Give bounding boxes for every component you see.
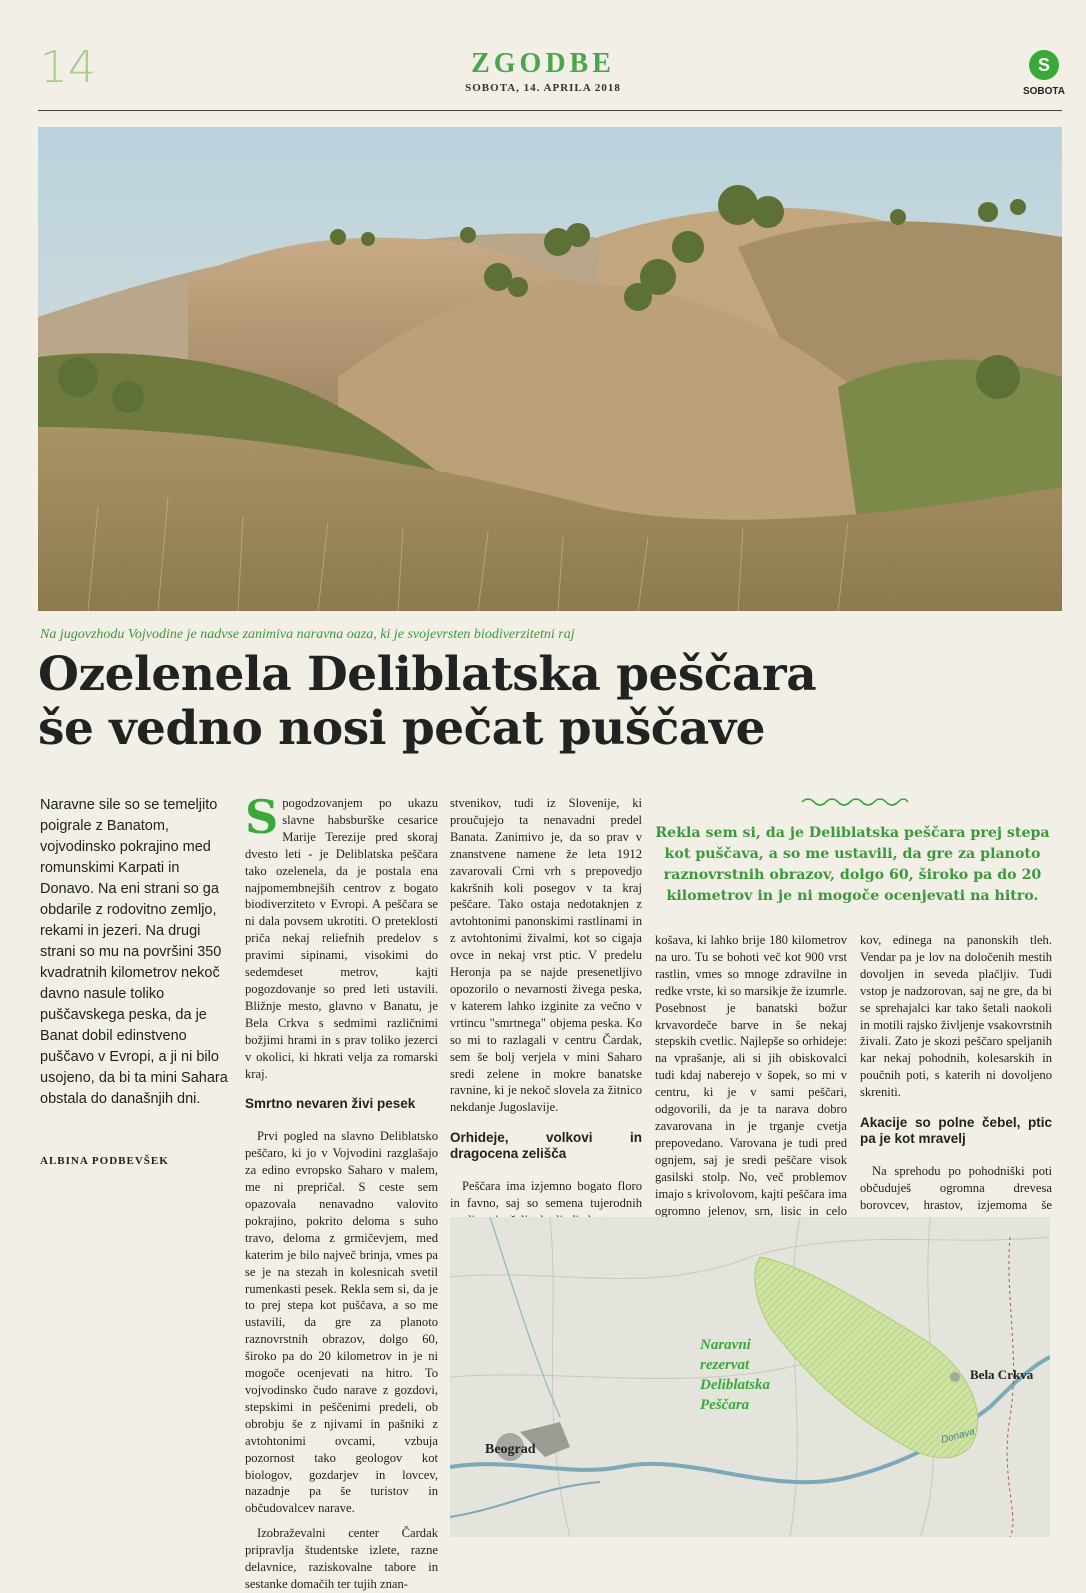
lead-paragraph: Naravne sile so se temeljito poigrale z Banatom, vojvodinsko pokrajino med romunskimi Karpati in Donavo. Na eni strani so ga obdarile z rodovitno zemljo, rekami in jezeri. Na drugi strani so mu na površini 350 kvadratnih kilometrov nekoč davno nasule toliko puščavskega peska, da je Banat dobil edinstveno puščavo v Evropi, a ji ni bilo usojeno, da bi ta mini Sahara obstala do današnjih dni. (40, 797, 228, 1107)
header-rule (38, 110, 1062, 111)
issue-date: SOBOTA, 14. APRILA 2018 (465, 82, 621, 94)
article-column-1 (245, 790, 438, 1593)
sobota-logo-icon: S (1029, 50, 1059, 80)
paragraph: Na sprehodu po pohodniški poti občuduješ ogromna drevesa borovcev, hrastov, izjemoma še (860, 1164, 1052, 1212)
paragraph: kov, edinega na panonskih tleh. Vendar pa je lov na določenih mestih dovoljen in seveda plačljiv. Tudi vstop je nadzorovan, saj ne gre, da bi se sprehajalci kar tako šetali naokoli in motili rajsko življenje vsakovrstnih živali. Zato je skozi peščaro speljanih kar nekaj pohodnih, kolesarskih in poučnih poti, s katerih ni dovoljeno skreniti. (860, 933, 1052, 1100)
author-byline: ALBINA PODBEVŠEK (40, 1155, 169, 1167)
river-label: Donava (939, 1426, 977, 1446)
reserve-label-line-2: rezervat (700, 1357, 750, 1373)
paragraph: stvenikov, tudi iz Slovenije, ki proučujejo ta nenavadni predel Banata. Zanimivo je, da so prav v znanstvene namene že leta 1912 zavarovali Crni vrh s prepovedjo kakršnih koli posegov v ta kraj peščare. Tako ostaja nedotaknjen z avtohtonimi panonskimi rastlinami in z avtohtonimi živalmi, kot so cigaja ovce in nekaj vrst ptic. V predelu Heronja pa se najde presenetljivo opozorilo o nevarnosti živega peska, v katerem lahko izginite za večno v vrtincu "smrtnega" objema peska. Ko so mi to razlagali v centru Čardak, sem še bolj verjela v mini Saharo sredi zelene in mokre banatske ravnine, ki je nekoč slovela za žitnico nekdanje Jugoslavije. (450, 796, 642, 1115)
paragraph: Prvi pogled na slavno Deliblatsko peščaro, ki jo v Vojvodini razglašajo za edino evropsko Saharo v malem, me ni prepričal. S ceste sem opazovala nenavadno valovito pokrajino, pokrito deloma s suho travo, deloma z grmičevjem, med katerim je bilo največ brinja, vmes pa se je na stezah in kolesnicah svetil rumenkasti pesek. Rekla sem si, da je to prej stepa kot puščava, a so me ustavili, da gre za planoto raznovrstnih obrazov, dolgo 60, široko pa do 20 kilometrov in je ni mogoče ocenjevati na hitro. To vojvodinsko čudo narave z gozdovi, stepskimi in peščenimi predeli, ob obrobju še z njivami in pašniki z avtohtonimi ovcami, vzbuja pozornost tako geologov kot biologov, gozdarjev in lovcev, nazadnje pa še turistov in občudovalcev narave. (245, 1129, 438, 1516)
reserve-label-line-3: Deliblatska (700, 1377, 770, 1393)
wave-ornament-icon (800, 796, 910, 808)
sobota-logo-label: SOBOTA (1022, 86, 1066, 97)
pull-quote: Rekla sem si, da je Deliblatska peščara prej stepa kot puščava, a so me ustavili, da gre za planoto raznovrstnih obrazov, dolgo 60, široko pa do 20 kilometrov in je ni mogoče ocenjevati na hitro. (655, 825, 1050, 904)
article-column-3 (655, 932, 847, 1236)
paragraph: košava, ki lahko brije 180 kilometrov na uro. Tu se bohoti več kot 900 vrst rastlin, vmes so mnoge zdravilne in redke vrste, ki so marsikje že izumrle. Posebnost je banatski božur krvavordeče barve in še nekaj stepskih cvetlic. Najlepše so orhideje: na vprašanje, ali si jih obiskovalci tudi kdaj naberejo v šopek, so mi v centru, ki je v sami peščari, odgovorili, da je ta narava dobro zavarovana in je trganje cvetja prepovedano. Varovana je tudi pred ognjem, saj je sredi peščare visok gasilski stolp. No, več problemov imajo s krivolovom, kajti peščara ima ogromno jelenov, srn, lisic in celo (655, 933, 847, 1218)
subheading: Orhideje, volkovi in dragocena zelišča (450, 1130, 642, 1162)
city-label-bela-crkva: Bela Crkva (970, 1367, 1034, 1382)
headline-line-2: še vedno nosi pečat puščave (38, 701, 766, 756)
reserve-label-line-1: Naravni (700, 1337, 751, 1353)
headline-line-1: Ozelenela Deliblatska peščara (38, 647, 817, 702)
subheading: Akacije so polne čebel, ptic pa je kot mravelj (860, 1115, 1052, 1147)
paragraph: Peščara ima izjemno bogato floro in favno, saj so semena tujerodnih (450, 1179, 642, 1211)
article-column-4 (860, 932, 1052, 1231)
paragraph: Spogodzovanjem po ukazu slavne habsburške cesarice Marije Terezije pred skoraj dvesto leti - je Deliblatska peščara tako ozelenela, da je postala ena najpomembnejših centrov z bogato biodiverziteto v Evropi. A peščara se ni dala povsem ukrotiti. O preteklosti priča nekaj reliefnih predelov s pravimi sipinami, visokimi do sedemdeset metrov, kajti pogozdovanje so pred leti ustavili. Bližnje mesto, glavno v Banatu, je Bela Crkva s sedmimi različnimi božjimi hrami in s prav toliko jezerci v okolici, ki hkrati velja za romarski kraj. (245, 790, 438, 1081)
page-number: 14 (40, 42, 96, 93)
landscape-photo (38, 127, 1062, 611)
city-label-beograd: Beograd (485, 1442, 536, 1457)
subheading: Smrtno nevaren živi pesek (245, 1096, 416, 1112)
paragraph: Izobraževalni center Čardak pripravlja študentske izlete, razne delavnice, raziskovalne tabore in sestanke domačih ter tujih znan- (245, 1526, 438, 1591)
drop-cap: S (245, 790, 279, 844)
headline (38, 648, 1078, 756)
reserve-label-line-4: Peščara (700, 1397, 750, 1413)
reserve-map (450, 1217, 1050, 1537)
photo-caption: Na jugovzhodu Vojvodine je nadvse zanimiva naravna oaza, ki je svojevrsten biodiverzitetni raj (40, 627, 575, 642)
article-column-2 (450, 795, 642, 1229)
section-title: ZGODBE (471, 48, 615, 79)
